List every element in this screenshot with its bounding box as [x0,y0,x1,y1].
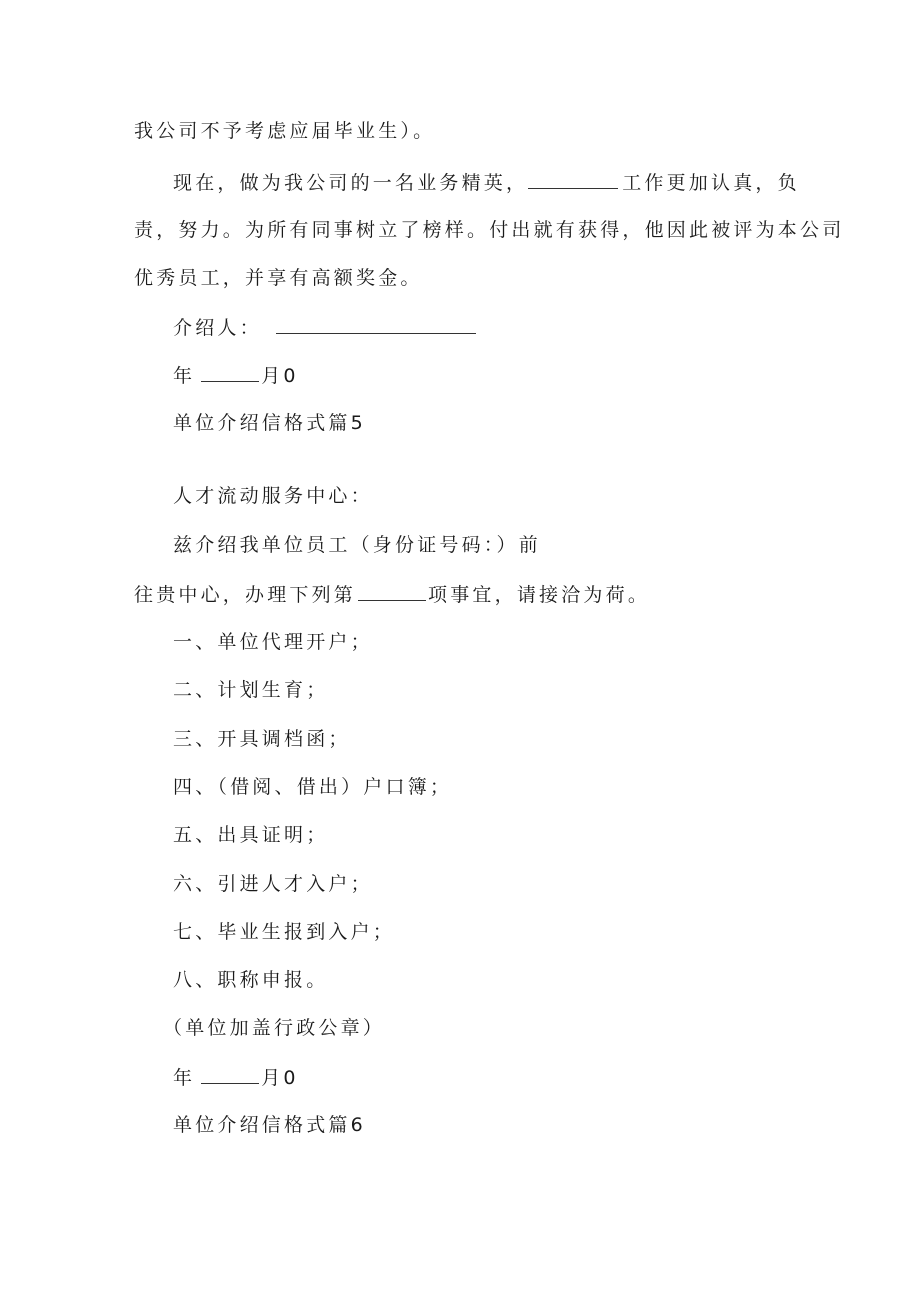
introducer-line [173,315,476,340]
date-year: 年 [173,365,196,387]
date-month: 月0 [261,1067,299,1089]
list-item: 一、单位代理开户； [173,631,373,653]
section-heading: 单位介绍信格式篇5 [173,412,366,434]
item-number-blank [358,582,426,601]
date-month: 月0 [261,365,299,387]
paragraph-line: 优秀员工，并享有高额奖金。 [134,267,423,289]
paragraph-text: 工作更加认真，负 [622,172,800,194]
section-heading: 单位介绍信格式篇6 [173,1114,366,1136]
list-item: 二、计划生育； [173,679,329,701]
paragraph-text: 项事宜，请接洽为荷。 [428,584,651,606]
seal-note: （单位加盖行政公章） [163,1017,386,1039]
list-item: 五、出具证明； [173,824,329,846]
list-item: 三、开具调档函； [173,728,351,750]
date-line [173,363,299,388]
date-line [173,1065,299,1090]
introducer-label: 介绍人： [173,317,262,339]
paragraph-line: 兹介绍我单位员工（身份证号码：）前 [173,534,541,556]
list-item: 四、（借阅、借出）户口簿； [173,776,453,798]
paragraph-line [134,582,650,607]
paragraph-line: 责，努力。为所有同事树立了榜样。付出就有获得，他因此被评为本公司 [134,219,845,241]
blank-field [528,170,618,189]
paragraph-text: 往贵中心，办理下列第 [134,584,357,606]
paragraph-text: 现在，做为我公司的一名业务精英， [173,172,529,194]
recipient-line: 人才流动服务中心： [173,485,373,507]
paragraph-line: 我公司不予考虑应届毕业生）。 [134,120,436,142]
list-item: 六、引进人才入户； [173,873,373,895]
month-blank [201,363,259,382]
list-item: 八、职称申报。 [173,969,329,991]
list-item: 七、毕业生报到入户； [173,921,396,943]
introducer-blank [276,315,476,334]
month-blank [201,1065,259,1084]
paragraph-line [173,170,800,195]
date-year: 年 [173,1067,196,1089]
